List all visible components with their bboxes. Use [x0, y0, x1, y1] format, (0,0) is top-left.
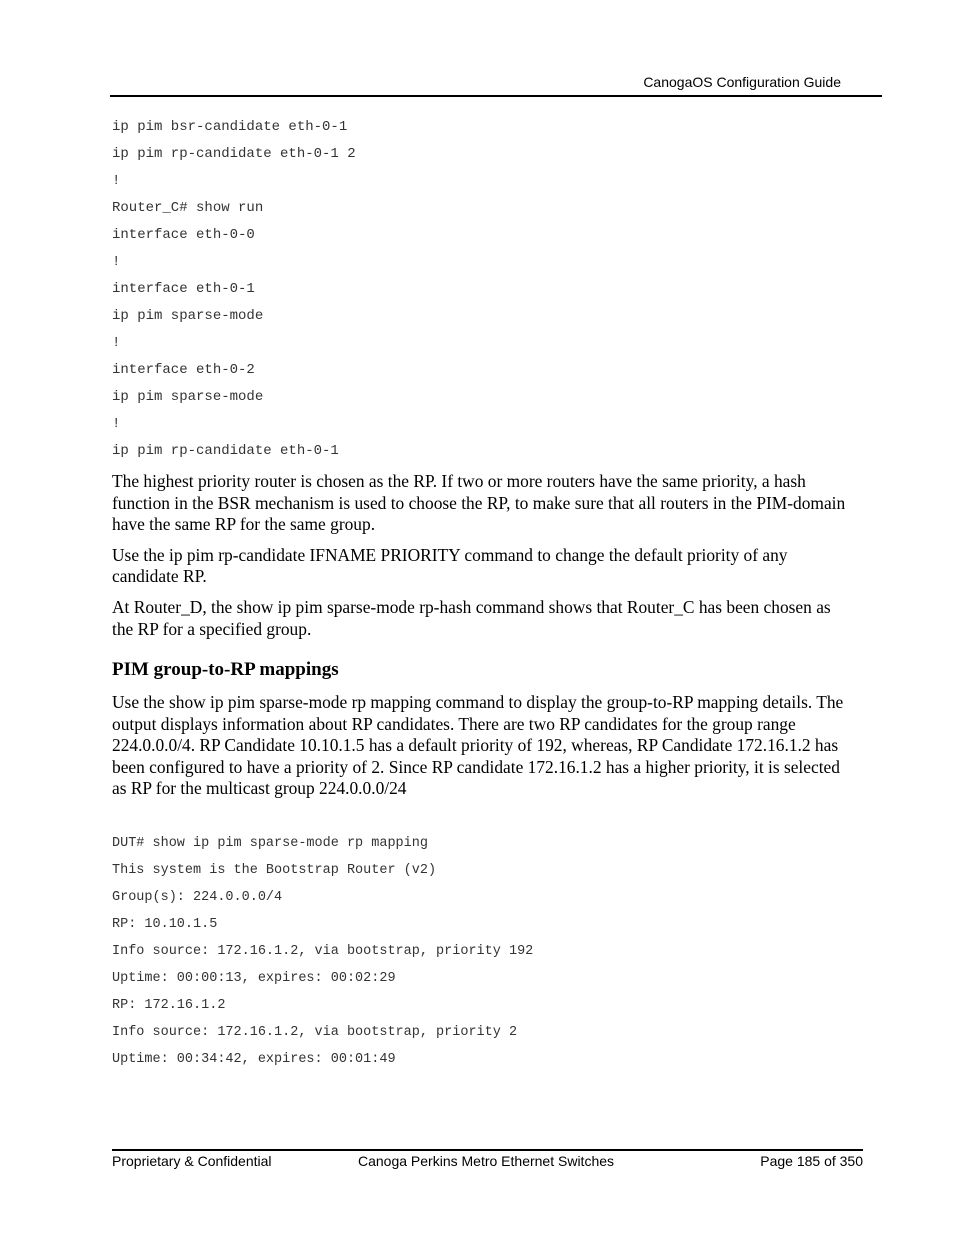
code-line: !: [112, 416, 121, 432]
section-heading: PIM group-to-RP mappings: [112, 659, 339, 680]
body-text-2: [112, 692, 847, 809]
code-line: Group(s): 224.0.0.0/4: [112, 890, 283, 905]
code-line: DUT# show ip pim sparse-mode rp mapping: [112, 836, 428, 851]
paragraph: Use the ip pim rp-candidate IFNAME PRIORITY command to change the default priority of any candidate RP.: [112, 544, 788, 587]
paragraph: Use the show ip pim sparse-mode rp mapping command to display the group-to-RP mapping details. The output displays information about RP candidates. There are two RP candidates for the group range 224.0.0.0/4. RP Candidate 10.10.1.5 has a default priority of 192, whereas, RP Candidate 172.16.1.2 has been configured to have a priority of 2. Since RP candidate 172.16.1.2 has a higher priority, it is selected as RP for the multicast group 224.0.0.0/24: [112, 692, 844, 799]
header-divider: [110, 95, 882, 97]
paragraph: At Router_D, the show ip pim sparse-mode rp-hash command shows that Router_C has been chosen as the RP for a specified group.: [112, 596, 831, 639]
code-line: ip pim sparse-mode: [112, 389, 264, 405]
footer-page-number: Page 185 of 350: [760, 1153, 863, 1169]
code-line: RP: 10.10.1.5: [112, 917, 218, 932]
code-line: !: [112, 173, 121, 189]
code-line: ip pim bsr-candidate eth-0-1: [112, 119, 348, 135]
paragraph: The highest priority router is chosen as the RP. If two or more routers have the same priority, a hash function in the BSR mechanism is used to choose the RP, to make sure that all routers in the PIM-domain have the same RP for the same group.: [112, 471, 846, 535]
config-code-block: [112, 114, 356, 465]
code-line: Router_C# show run: [112, 200, 264, 216]
code-line: !: [112, 254, 121, 270]
page-header-title: CanogaOS Configuration Guide: [643, 74, 841, 90]
body-text-1: [112, 471, 847, 649]
footer-center: Canoga Perkins Metro Ethernet Switches: [358, 1153, 615, 1169]
code-line: interface eth-0-2: [112, 362, 255, 378]
code-line: ip pim rp-candidate eth-0-1: [112, 443, 339, 459]
footer-left: Proprietary & Confidential: [112, 1153, 272, 1169]
code-line: This system is the Bootstrap Router (v2): [112, 863, 437, 878]
code-line: RP: 172.16.1.2: [112, 998, 226, 1013]
rp-mapping-output-block: [112, 830, 533, 1073]
footer-divider: [112, 1149, 863, 1151]
code-line: ip pim sparse-mode: [112, 308, 264, 324]
code-line: ip pim rp-candidate eth-0-1 2: [112, 146, 356, 162]
code-line: Uptime: 00:00:13, expires: 00:02:29: [112, 971, 396, 986]
code-line: Info source: 172.16.1.2, via bootstrap, priority 2: [112, 1025, 518, 1040]
code-line: interface eth-0-0: [112, 227, 255, 243]
code-line: Info source: 172.16.1.2, via bootstrap, priority 192: [112, 944, 534, 959]
code-line: Uptime: 00:34:42, expires: 00:01:49: [112, 1052, 396, 1067]
code-line: !: [112, 335, 121, 351]
code-line: interface eth-0-1: [112, 281, 255, 297]
